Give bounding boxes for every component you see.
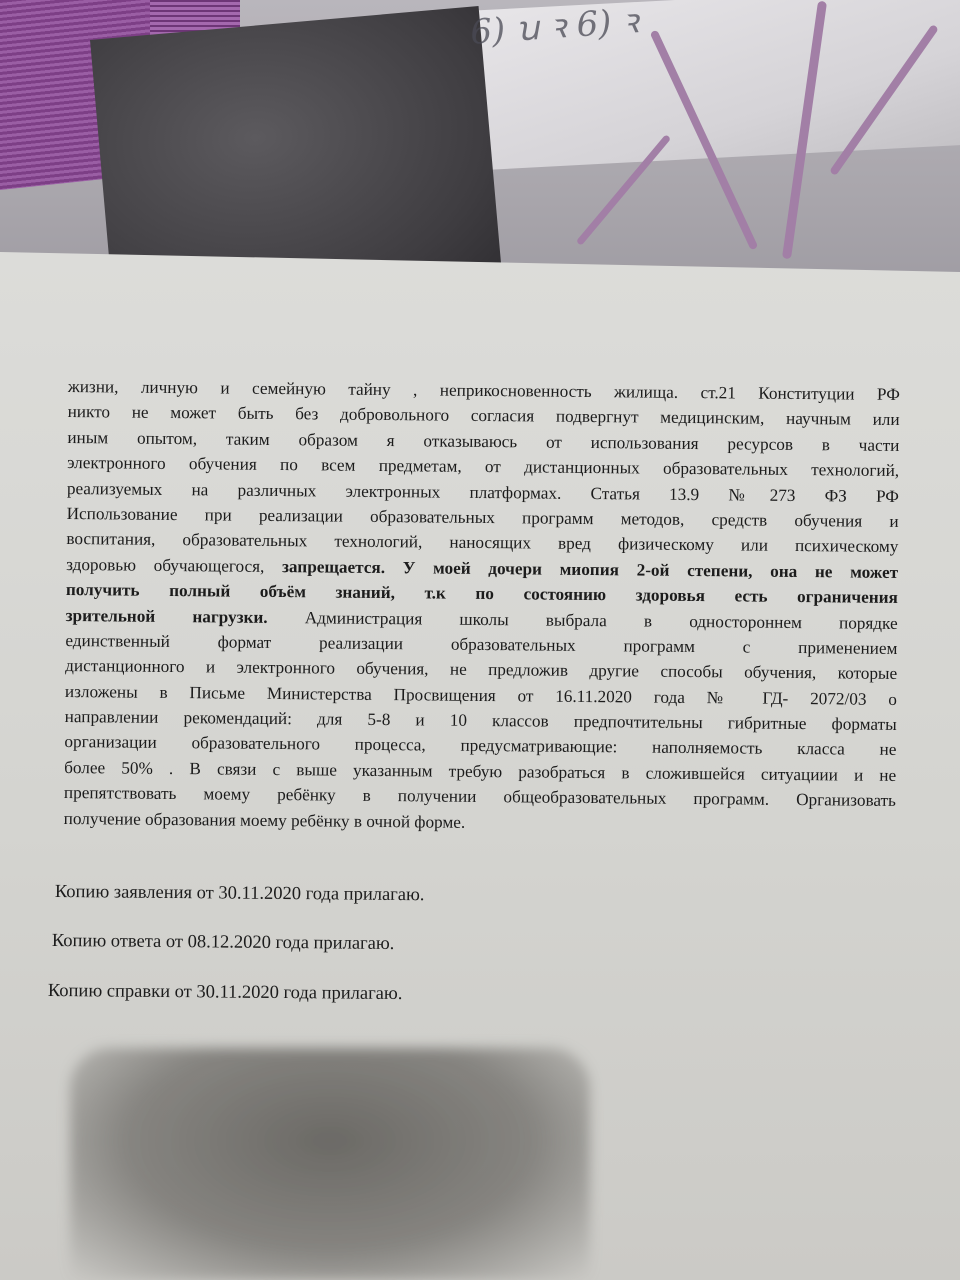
attachment-line: Копию ответа от 08.12.2020 года прилагаю. [51, 931, 395, 954]
handwritten-scribble: 6) ꭒ ꝛ 6) ꝛ [468, 1, 640, 53]
text-line: дистанционного и электронного обучения, не предложив другие способы обучения, которые [65, 656, 898, 684]
bold-text: запрещается. У моей дочери миопия 2-ой степени, она не может [281, 556, 899, 582]
text-line: получение образования моему ребёнку в очной форме. [63, 808, 466, 832]
text-line: воспитания, образовательных технологий, наносящих вред физическому или психическому [66, 529, 899, 557]
text-line: жизни, личную и семейную тайну , неприкосновенность жилища. ст.21 Конституции РФ [67, 376, 900, 404]
text-fragment: здоровью обучающегося, [66, 554, 283, 576]
text-line: Использование при реализации образовательных программ методов, средств обучения и [66, 503, 899, 531]
text-line: изложены в Письме Министерства Просвищения от 16.11.2020 года № ГД- 2072/03 о [64, 681, 898, 709]
text-line: направлении рекомендаций: для 5-8 и 10 классов предпочтительны гибритные форматы [64, 707, 897, 735]
document-body [64, 374, 900, 839]
text-line: никто не может быть без добровольного согласия подвергнут медицинским, научным или [67, 402, 900, 430]
phone-shadow [70, 1048, 590, 1280]
text-line: иным опытом, таким образом я отказываюсь от использования ресурсов в части [67, 427, 900, 455]
text-line: единственный формат реализации образовательных программ с применением [65, 630, 898, 658]
text-line: электронного обучения по всем предметам, от дистанционных образовательных технологий, [67, 453, 900, 481]
text-fragment: Администрация школы выбрала в одностороннем порядке [267, 607, 898, 633]
attachment-line: Копию справки от 30.11.2020 года прилагаю. [47, 981, 403, 1005]
text-line: реализуемых на различных электронных платформах. Статья 13.9 №273 ФЗ РФ [66, 478, 899, 506]
text-line: препятствовать моему ребёнку в получении общеобразовательных программ. Организовать [63, 783, 897, 811]
attachment-line: Копию заявления от 30.11.2020 года прилагаю. [54, 882, 425, 906]
bold-text-line: получить полный объём знаний, т.к по состоянию здоровья есть ограничения [65, 580, 898, 608]
text-line: организации образовательного процесса, предусматривающие: наполняемость класса не [64, 732, 897, 760]
bold-text: зрительной нагрузки. [65, 605, 268, 627]
text-line: более 50% . В связи с выше указанным требую разобраться в сложившейся ситуациии и не [64, 757, 897, 785]
